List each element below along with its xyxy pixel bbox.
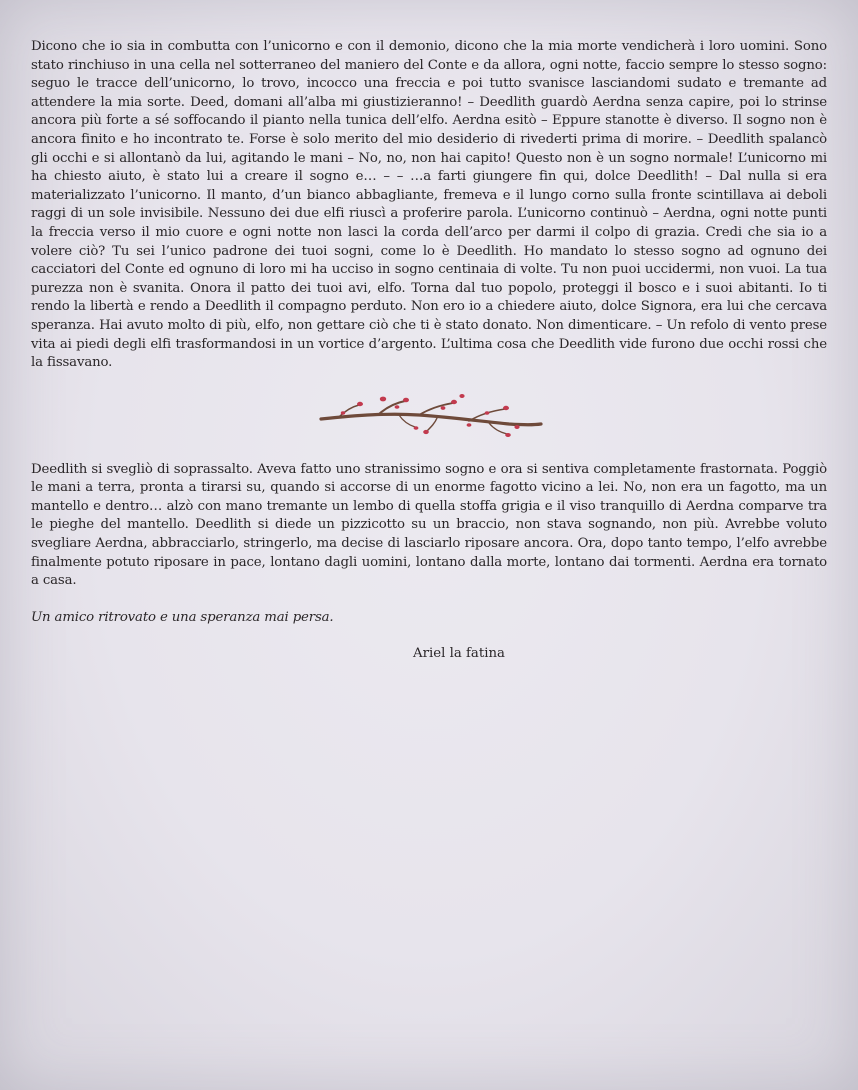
story-content [31, 38, 827, 664]
closing-line: Un amico ritrovato e una speranza mai persa. [31, 609, 334, 625]
story-paragraph-1: Dicono che io sia in combutta con l’unicorno e con il demonio, dicono che la mia morte vendicherà i loro uomini. Sono stato rinchiuso in una cella nel sotterraneo del maniero del Conte e da allora, ogni notte, faccio sempre lo stesso sogno: seguo le tracce dell’unicorno, lo trovo, incocco una freccia e poi tutto svanisce lasciandomi sudato e tremante ad attendere la mia sorte. Deed, domani all’alba mi giustizieranno! – Deedlith guardò Aerdna senza capire, poi lo strinse ancora più forte a sé soffocando il pianto nella tunica dell’elfo. Aerdna esitò – Eppure stanotte è diverso. Il sogno non è ancora finito e ho incontrato te. Forse è solo merito del mio desiderio di rivederti prima di morire. – Deedlith spalancò gli occhi e si allontanò da lui, agitando le mani – No, no, non hai capito! Questo non è un sogno normale! L’unicorno mi ha chiesto aiuto, è stato lui a creare il sogno e… – – …a farti giungere fin qui, dolce Deedlith! – Dal nulla si era materializzato l’unicorno. Il manto, d’un bianco abbagliante, fremeva e il lungo corno sulla fronte scintillava ai deboli raggi di un sole invisibile. Nessuno dei due elfi riuscì a proferire parola. L’unicorno continuò – Aerdna, ogni notte punti la freccia verso il mio cuore e ogni notte non lasci la corda dell’arco per darmi il colpo di grazia. Credi che sia io a volere ciò? Tu sei l’unico padrone dei tuoi sogni, come lo è Deedlith. Ho mandato lo stesso sogno ad ognuno dei cacciatori del Conte ed ognuno di loro mi ha ucciso in sogno centinaia di volte. Tu non puoi uccidermi, non vuoi. La tua purezza non è svanita. Onora il patto dei tuoi avi, elfo. Torna dal tuo popolo, proteggi il bosco e i suoi abitanti. Io ti rendo la libertà e rendo a Deedlith il compagno perduto. Non ero io a chiedere aiuto, dolce Signora, era lui che cercava speranza. Hai avuto molto di più, elfo, non gettare ciò che ti è stato donato. Non dimenticare. – Un refolo di vento prese vita ai piedi degli elfi trasformandosi in un vortice d’argento. L’ultima cosa che Deedlith vide furono due occhi rossi che la fissavano. [31, 39, 827, 371]
story-paragraph-2: Deedlith si svegliò di soprassalto. Aveva fatto uno stranissimo sogno e ora si sentiva completamente frastornata. Poggiò le mani a terra, pronta a tirarsi su, quando si accorse di un enorme fagotto vicino a lei. No, non era un fagotto, ma un mantello e dentro… alzò con mano tremante un lembo di quella stoffa grigia e il viso tranquillo di Aerdna comparve tra le pieghe del mantello. Deedlith si diede un pizzicotto su un braccio, non stava sognando, non più. Avrebbe voluto svegliare Aerdna, abbracciarlo, stringerlo, ma decise di lasciarlo riposare ancora. Ora, dopo tanto tempo, l’elfo avrebbe finalmente potuto riposare in pace, lontano dagli uomini, lontano dalla morte, lontano dai tormenti. Aerdna era tornato a casa. [31, 461, 827, 589]
cherry-blossom-branch-icon [319, 391, 545, 441]
author-signature: Ariel la fatina [413, 646, 505, 662]
